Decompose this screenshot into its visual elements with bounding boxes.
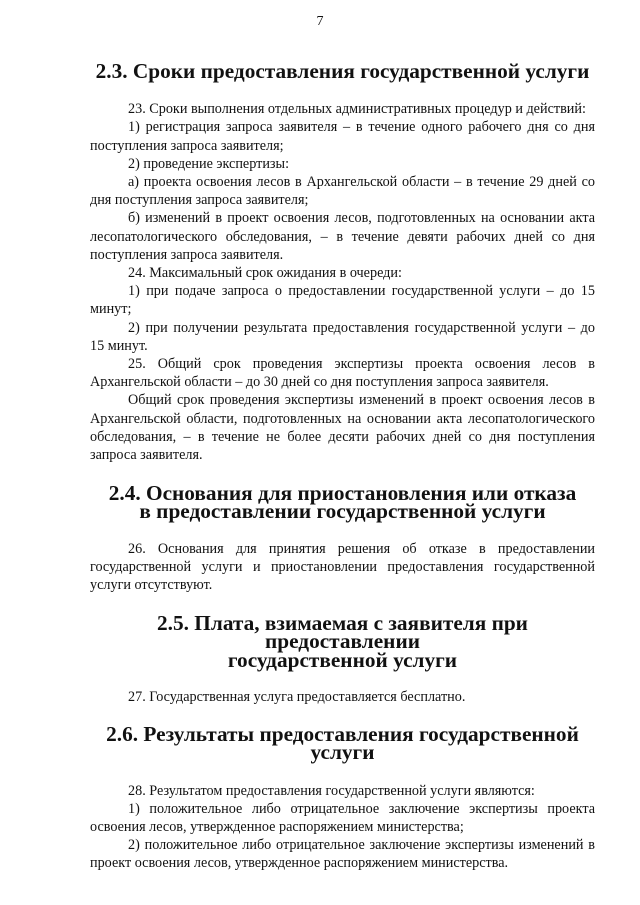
heading-line: государственной услуги xyxy=(227,647,458,672)
paragraph-25-general: Общий срок проведения экспертизы изменений в проект освоения лесов в Архангельской области, подготовленных на основании акта лесопатологического обследования, – в течение не более десяти рабочих дней со дня поступления запроса заявителя. xyxy=(90,392,595,464)
section-heading-2-4 xyxy=(90,481,595,524)
paragraph-26: 26. Основания для принятия решения об отказе в предоставлении государственной услуги и приостановлении предоставления государственной услуги отсутствуют. xyxy=(90,540,595,594)
paragraph-23-item-1: 1) регистрация запроса заявителя – в течение одного рабочего дня со дня поступления запроса заявителя; xyxy=(90,119,595,154)
paragraph-28-item-1: 1) положительное либо отрицательное заключение экспертизы проекта освоения лесов, утвержденное распоряжением министерства; xyxy=(90,800,595,835)
paragraph-27: 27. Государственная услуга предоставляется бесплатно. xyxy=(128,688,466,705)
heading-line: 2.5. Плата, взимаемая с заявителя при предоставлении xyxy=(157,611,528,654)
page-number: 7 xyxy=(316,14,324,29)
paragraph-24-item-2: 2) при получении результата предоставления государственной услуги – до 15 минут. xyxy=(90,319,595,354)
paragraph-23-item-2a: а) проекта освоения лесов в Архангельской области – в течение 29 дней со дня поступления запроса заявителя; xyxy=(90,174,595,209)
paragraph-28: 28. Результатом предоставления государственной услуги являются: xyxy=(128,782,535,799)
paragraph-23: 23. Сроки выполнения отдельных административных процедур и действий: xyxy=(128,101,586,118)
heading-line: 2.4. Основания для приостановления или отказа xyxy=(108,481,577,506)
section-heading-2-3 xyxy=(90,59,595,83)
heading-line: 2.3. Сроки предоставления государственной услуги xyxy=(95,59,590,83)
section-heading-2-6 xyxy=(90,722,595,765)
paragraph-28-item-2: 2) положительное либо отрицательное заключение экспертизы изменений в проект освоения лесов, утвержденное распоряжением министерства. xyxy=(90,837,595,872)
section-heading-2-5 xyxy=(90,611,595,672)
paragraph-23-item-2: 2) проведение экспертизы: xyxy=(128,155,290,172)
paragraph-23-item-2b: б) изменений в проект освоения лесов, подготовленных на основании акта лесопатологического обследования, – в течение девяти рабочих дней со дня поступления запроса заявителя. xyxy=(90,210,595,263)
paragraph-24: 24. Максимальный срок ожидания в очереди: xyxy=(128,265,402,282)
paragraph-25: 25. Общий срок проведения экспертизы проекта освоения лесов в Архангельской области – до 30 дней со дня поступления запроса заявителя. xyxy=(90,356,595,391)
heading-line: 2.6. Результаты предоставления государственной услуги xyxy=(106,722,579,765)
paragraph-24-item-1: 1) при подаче запроса о предоставлении государственной услуги – до 15 минут; xyxy=(90,283,595,318)
document-body xyxy=(90,59,595,873)
heading-line: в предоставлении государственной услуги xyxy=(139,499,546,524)
